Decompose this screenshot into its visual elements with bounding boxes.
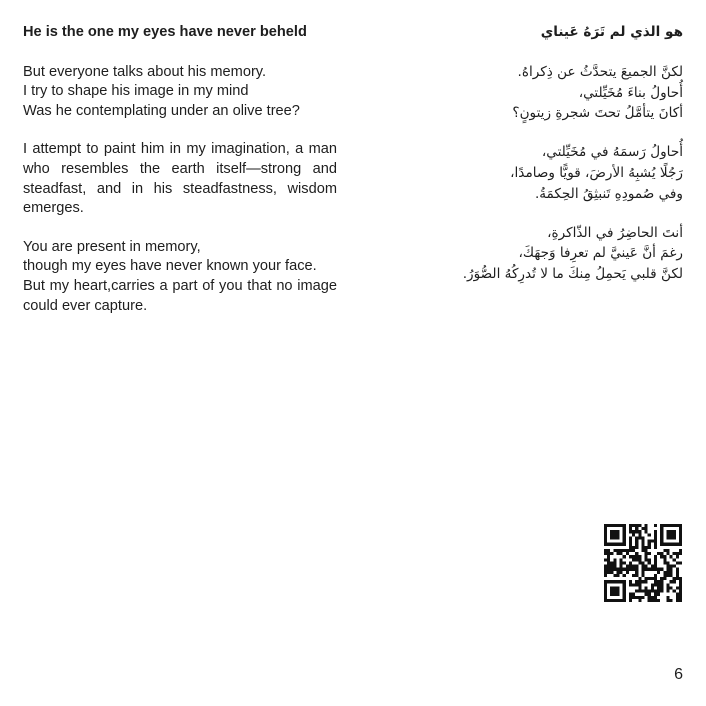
arabic-title: هو الذي لم تَرَهُ عَيناي [540, 24, 683, 40]
arabic-line: لكنَّ قلبي يَحمِلُ مِنكَ ما لا تُدرِكُهُ الصُّوَرُ. [462, 266, 683, 283]
english-line: though my eyes have never known your face. [23, 258, 317, 275]
arabic-line: أكانَ يتأمَّلُ تحتَ شجرةِ زيتونٍ؟ [512, 105, 683, 122]
english-stanza-2: I attempt to paint him in my imagination, a man who resembles the earth itself—strong and steadfast, and in his steadfastness, wisdom emerges. [23, 141, 337, 217]
page-number: 6 [674, 666, 683, 683]
english-poem [23, 23, 337, 335]
english-stanza-1 [23, 63, 337, 122]
english-line: But my heart,carries a part of you that no image could ever capture. [23, 277, 337, 314]
english-line: You are present in memory, [23, 238, 201, 255]
english-line: But everyone talks about his memory. [23, 63, 267, 80]
arabic-stanza-3 [383, 223, 683, 285]
english-line: Was he contemplating under an olive tree? [23, 102, 300, 119]
qr-code-icon[interactable] [604, 524, 682, 602]
arabic-line: رغمَ أنَّ عَينيَّ لم تعرِفا وَجهَكَ، [518, 245, 683, 262]
english-line: I try to shape his image in my mind [23, 83, 249, 100]
arabic-stanza-1 [383, 62, 683, 124]
arabic-line: أُحاولُ بناءَ مُخَيِّلتي، [578, 84, 683, 101]
arabic-poem [383, 22, 683, 303]
english-stanza-3 [23, 238, 337, 316]
arabic-stanza-2 [383, 142, 683, 204]
arabic-line: وفي صُمودِهِ تَنبثِقُ الحِكمَةُ. [534, 185, 683, 202]
arabic-line: أُحاولُ رَسمَهُ في مُخَيِّلتي، [541, 144, 683, 161]
arabic-line: أنتَ الحاضِرُ في الذّاكرةِ، [547, 224, 683, 241]
english-title: He is the one my eyes have never beheld [23, 24, 307, 40]
arabic-line: رَجُلًا يُشبِهُ الأرضَ، قويًّا وصامدًا، [510, 164, 683, 181]
arabic-line: لكنَّ الجميعَ يتحدَّثُ عن ذِكراهُ. [517, 63, 683, 80]
